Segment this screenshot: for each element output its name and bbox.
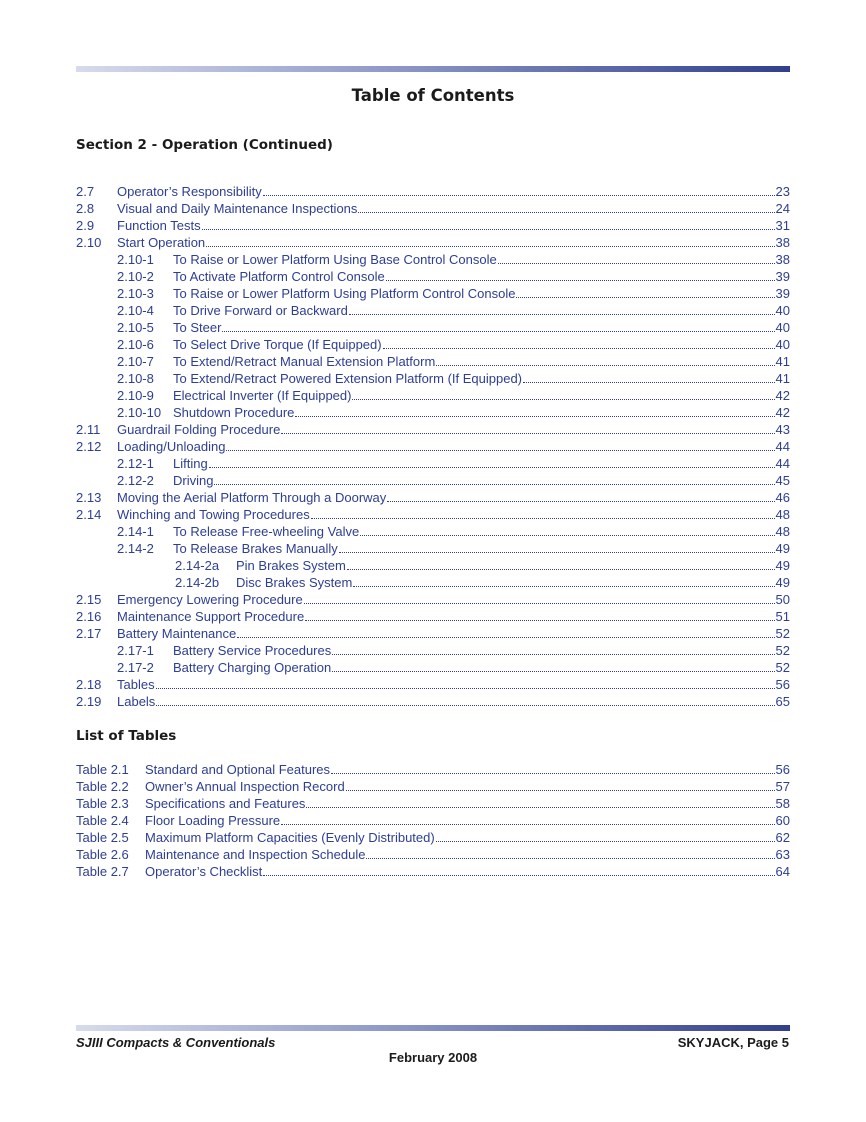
table-toc-entry[interactable] xyxy=(76,829,790,846)
entry-page-number: 39 xyxy=(775,286,790,301)
dot-leader xyxy=(332,653,774,655)
footer-page-number: SKYJACK, Page 5 xyxy=(677,1035,789,1050)
dot-leader xyxy=(352,398,774,400)
toc-entry[interactable] xyxy=(76,557,790,574)
toc-entry[interactable] xyxy=(76,302,790,319)
entry-page-number: 60 xyxy=(775,813,790,828)
entry-title: To Extend/Retract Powered Extension Platform (If Equipped) xyxy=(173,371,523,386)
entry-title: To Select Drive Torque (If Equipped) xyxy=(173,337,382,352)
entry-title: Loading/Unloading xyxy=(117,439,226,454)
list-of-tables-heading: List of Tables xyxy=(76,728,177,744)
entry-page-number: 40 xyxy=(775,303,790,318)
entry-title: Operator’s Responsibility xyxy=(117,184,262,199)
entry-title: To Activate Platform Control Console xyxy=(173,269,385,284)
header-rule xyxy=(76,66,790,72)
table-toc-entry[interactable] xyxy=(76,863,790,880)
table-toc-entry[interactable] xyxy=(76,812,790,829)
entry-title: Electrical Inverter (If Equipped) xyxy=(173,388,352,403)
entry-title: Operator’s Checklist xyxy=(145,864,263,879)
toc-entry[interactable] xyxy=(76,268,790,285)
dot-leader xyxy=(383,347,775,349)
dot-leader xyxy=(339,551,775,553)
entry-title: Moving the Aerial Platform Through a Doorway xyxy=(117,490,387,505)
entry-page-number: 58 xyxy=(775,796,790,811)
table-toc-entry[interactable] xyxy=(76,761,790,778)
entry-page-number: 24 xyxy=(775,201,790,216)
entry-number: 2.10-7 xyxy=(117,354,154,369)
toc-entry[interactable] xyxy=(76,319,790,336)
entry-page-number: 48 xyxy=(775,524,790,539)
toc-entry[interactable] xyxy=(76,574,790,591)
entry-number: 2.13 xyxy=(76,490,102,505)
entry-page-number: 42 xyxy=(775,388,790,403)
entry-title: Labels xyxy=(117,694,156,709)
entry-number: 2.14-1 xyxy=(117,524,154,539)
entry-number: 2.10-2 xyxy=(117,269,154,284)
dot-leader xyxy=(281,823,774,825)
entry-title: To Extend/Retract Manual Extension Platform xyxy=(173,354,436,369)
entry-page-number: 64 xyxy=(775,864,790,879)
entry-page-number: 38 xyxy=(775,252,790,267)
toc-entry[interactable] xyxy=(76,625,790,642)
entry-number: Table 2.1 xyxy=(76,762,129,777)
dot-leader xyxy=(305,619,774,621)
entry-number: 2.10-4 xyxy=(117,303,154,318)
page-title: Table of Contents xyxy=(351,86,515,105)
entry-number: 2.12-2 xyxy=(117,473,154,488)
entry-page-number: 52 xyxy=(775,643,790,658)
toc-entry[interactable] xyxy=(76,591,790,608)
entry-page-number: 56 xyxy=(775,677,790,692)
entry-title: Battery Maintenance xyxy=(117,626,237,641)
entry-page-number: 65 xyxy=(775,694,790,709)
entry-number: 2.14-2 xyxy=(117,541,154,556)
toc-entry[interactable] xyxy=(76,693,790,710)
entry-number: Table 2.3 xyxy=(76,796,129,811)
entry-title: Emergency Lowering Procedure xyxy=(117,592,303,607)
entry-page-number: 49 xyxy=(775,575,790,590)
entry-page-number: 43 xyxy=(775,422,790,437)
entry-number: 2.10-6 xyxy=(117,337,154,352)
entry-page-number: 49 xyxy=(775,558,790,573)
entry-page-number: 56 xyxy=(775,762,790,777)
dot-leader xyxy=(263,194,775,196)
dot-leader xyxy=(306,806,774,808)
entry-title: Owner’s Annual Inspection Record xyxy=(145,779,345,794)
entry-title: Floor Loading Pressure xyxy=(145,813,281,828)
toc-entry[interactable] xyxy=(76,506,790,523)
entry-page-number: 44 xyxy=(775,456,790,471)
toc-entry[interactable] xyxy=(76,200,790,217)
entry-title: To Drive Forward or Backward xyxy=(173,303,348,318)
toc-entry[interactable] xyxy=(76,438,790,455)
entry-title: To Raise or Lower Platform Using Base Control Console xyxy=(173,252,497,267)
entry-page-number: 63 xyxy=(775,847,790,862)
entry-number: 2.10 xyxy=(76,235,102,250)
toc-entry[interactable] xyxy=(76,217,790,234)
dot-leader xyxy=(263,874,774,876)
entry-title: Standard and Optional Features xyxy=(145,762,331,777)
entry-number: 2.15 xyxy=(76,592,102,607)
entry-title: Maintenance Support Procedure xyxy=(117,609,305,624)
toc-entry[interactable] xyxy=(76,676,790,693)
dot-leader xyxy=(295,415,774,417)
entry-title: Tables xyxy=(117,677,155,692)
entry-number: Table 2.5 xyxy=(76,830,129,845)
dot-leader xyxy=(366,857,774,859)
entry-page-number: 48 xyxy=(775,507,790,522)
dot-leader xyxy=(226,449,774,451)
entry-page-number: 44 xyxy=(775,439,790,454)
entry-title: Shutdown Procedure xyxy=(173,405,295,420)
entry-number: 2.17-1 xyxy=(117,643,154,658)
dot-leader xyxy=(436,840,775,842)
toc-entry[interactable] xyxy=(76,370,790,387)
toc-entry[interactable] xyxy=(76,183,790,200)
dot-leader xyxy=(156,687,775,689)
toc-entry[interactable] xyxy=(76,404,790,421)
entry-page-number: 40 xyxy=(775,337,790,352)
table-toc-entry[interactable] xyxy=(76,846,790,863)
entry-page-number: 40 xyxy=(775,320,790,335)
footer-rule xyxy=(76,1025,790,1031)
entry-number: 2.9 xyxy=(76,218,95,233)
dot-leader xyxy=(346,789,775,791)
entry-page-number: 45 xyxy=(775,473,790,488)
entry-page-number: 23 xyxy=(775,184,790,199)
dot-leader xyxy=(523,381,775,383)
dot-leader xyxy=(436,364,774,366)
entry-number: 2.14-2a xyxy=(175,558,220,573)
entry-number: 2.16 xyxy=(76,609,102,624)
entry-number: 2.18 xyxy=(76,677,102,692)
entry-title: Disc Brakes System xyxy=(236,575,353,590)
entry-number: 2.8 xyxy=(76,201,95,216)
dot-leader xyxy=(222,330,774,332)
entry-title: To Raise or Lower Platform Using Platform Control Console xyxy=(173,286,516,301)
dot-leader xyxy=(206,245,774,247)
entry-title: Pin Brakes System xyxy=(236,558,346,573)
entry-page-number: 52 xyxy=(775,626,790,641)
entry-title: To Release Free-wheeling Valve xyxy=(173,524,360,539)
entry-number: 2.10-9 xyxy=(117,388,154,403)
entry-number: 2.19 xyxy=(76,694,102,709)
toc-entry[interactable] xyxy=(76,421,790,438)
entry-page-number: 62 xyxy=(775,830,790,845)
entry-number: 2.12-1 xyxy=(117,456,154,471)
dot-leader xyxy=(360,534,774,536)
dot-leader xyxy=(332,670,774,672)
dot-leader xyxy=(311,517,775,519)
entry-page-number: 46 xyxy=(775,490,790,505)
entry-page-number: 49 xyxy=(775,541,790,556)
toc-entry[interactable] xyxy=(76,642,790,659)
entry-number: 2.10-5 xyxy=(117,320,154,335)
entry-page-number: 39 xyxy=(775,269,790,284)
toc-entry[interactable] xyxy=(76,353,790,370)
entry-title: Maintenance and Inspection Schedule xyxy=(145,847,366,862)
entry-page-number: 52 xyxy=(775,660,790,675)
dot-leader xyxy=(214,483,774,485)
entry-title: Function Tests xyxy=(117,218,201,233)
entry-title: Driving xyxy=(173,473,214,488)
entry-number: Table 2.6 xyxy=(76,847,129,862)
dot-leader xyxy=(202,228,775,230)
toc-entry[interactable] xyxy=(76,540,790,557)
footer-date: February 2008 xyxy=(388,1050,478,1065)
toc-entry[interactable] xyxy=(76,455,790,472)
entry-page-number: 31 xyxy=(775,218,790,233)
dot-leader xyxy=(516,296,774,298)
toc-entry[interactable] xyxy=(76,251,790,268)
entry-number: Table 2.4 xyxy=(76,813,129,828)
entry-page-number: 57 xyxy=(775,779,790,794)
section-toc-list xyxy=(76,183,790,710)
footer-document-title: SJIII Compacts & Conventionals xyxy=(76,1035,276,1050)
entry-page-number: 38 xyxy=(775,235,790,250)
entry-title: Maximum Platform Capacities (Evenly Distributed) xyxy=(145,830,435,845)
dot-leader xyxy=(387,500,774,502)
entry-number: Table 2.7 xyxy=(76,864,129,879)
entry-number: 2.12 xyxy=(76,439,102,454)
dot-leader xyxy=(281,432,774,434)
dot-leader xyxy=(498,262,775,264)
toc-entry[interactable] xyxy=(76,489,790,506)
entry-number: 2.10-8 xyxy=(117,371,154,386)
entry-page-number: 50 xyxy=(775,592,790,607)
entry-title: Guardrail Folding Procedure xyxy=(117,422,281,437)
tables-toc-list xyxy=(76,761,790,880)
entry-page-number: 42 xyxy=(775,405,790,420)
toc-entry[interactable] xyxy=(76,608,790,625)
entry-number: 2.10-3 xyxy=(117,286,154,301)
toc-entry[interactable] xyxy=(76,234,790,251)
entry-title: Battery Service Procedures xyxy=(173,643,332,658)
entry-number: 2.17 xyxy=(76,626,102,641)
entry-number: 2.7 xyxy=(76,184,95,199)
entry-title: Start Operation xyxy=(117,235,206,250)
entry-page-number: 41 xyxy=(775,371,790,386)
toc-entry[interactable] xyxy=(76,472,790,489)
entry-title: To Release Brakes Manually xyxy=(173,541,338,556)
dot-leader xyxy=(353,585,774,587)
toc-entry[interactable] xyxy=(76,659,790,676)
entry-number: 2.17-2 xyxy=(117,660,154,675)
dot-leader xyxy=(358,211,774,213)
toc-entry[interactable] xyxy=(76,387,790,404)
entry-number: 2.14-2b xyxy=(175,575,220,590)
toc-entry[interactable] xyxy=(76,336,790,353)
dot-leader xyxy=(304,602,775,604)
entry-number: 2.10-1 xyxy=(117,252,154,267)
toc-entry[interactable] xyxy=(76,285,790,302)
entry-number: 2.11 xyxy=(76,422,101,437)
entry-page-number: 41 xyxy=(775,354,790,369)
dot-leader xyxy=(331,772,775,774)
dot-leader xyxy=(349,313,775,315)
entry-title: To Steer xyxy=(173,320,222,335)
entry-number: 2.14 xyxy=(76,507,102,522)
table-toc-entry[interactable] xyxy=(76,778,790,795)
toc-entry[interactable] xyxy=(76,523,790,540)
entry-title: Battery Charging Operation xyxy=(173,660,332,675)
dot-leader xyxy=(209,466,775,468)
section-heading: Section 2 - Operation (Continued) xyxy=(76,137,333,153)
entry-title: Lifting xyxy=(173,456,208,471)
entry-number: Table 2.2 xyxy=(76,779,129,794)
entry-number: 2.10-10 xyxy=(117,405,162,420)
dot-leader xyxy=(237,636,774,638)
table-toc-entry[interactable] xyxy=(76,795,790,812)
dot-leader xyxy=(347,568,775,570)
dot-leader xyxy=(156,704,774,706)
entry-page-number: 51 xyxy=(775,609,790,624)
entry-title: Visual and Daily Maintenance Inspections xyxy=(117,201,358,216)
dot-leader xyxy=(386,279,775,281)
entry-title: Winching and Towing Procedures xyxy=(117,507,310,522)
entry-title: Specifications and Features xyxy=(145,796,306,811)
